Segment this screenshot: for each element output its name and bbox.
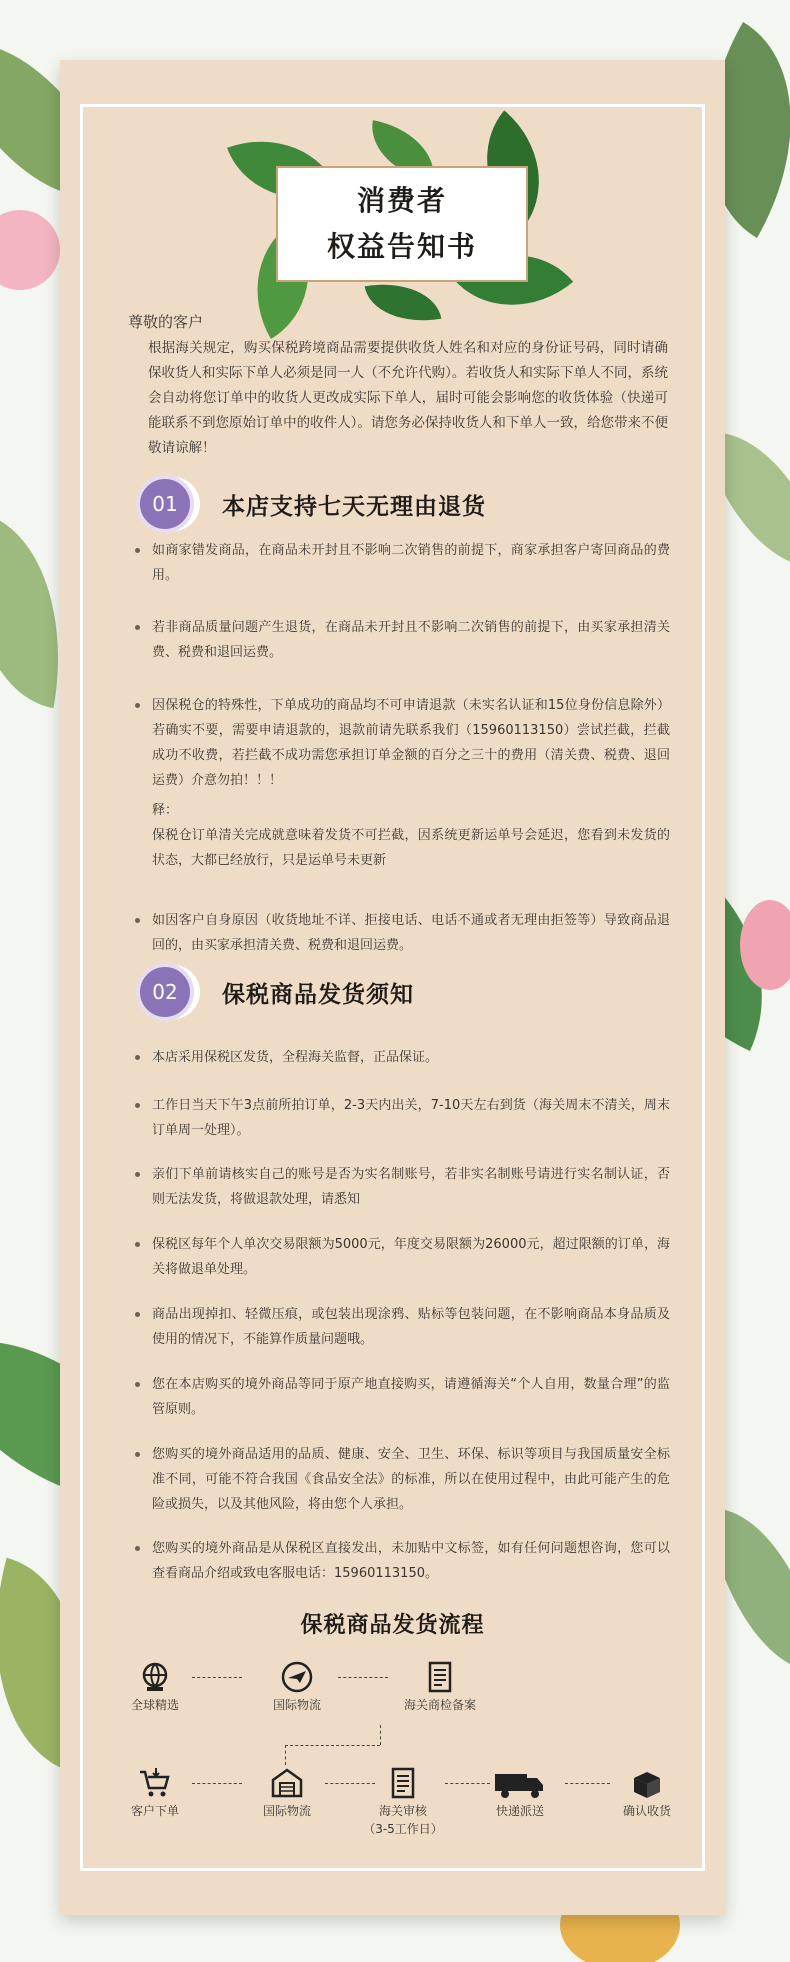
flow-title: 保税商品发货流程 <box>300 1613 485 1638</box>
truck-icon <box>493 1766 547 1800</box>
flow-connector <box>380 1725 381 1745</box>
package-icon <box>630 1766 664 1800</box>
list-item: 亲们下单前请核实自己的账号是否为实名制账号，若非实名制账号请进行实名制认证，否则无法发货，将做退款处理，请悉知 <box>130 1162 670 1212</box>
airplane-icon <box>280 1660 314 1694</box>
list-item: 若非商品质量问题产生退货，在商品未开封且不影响二次销售的前提下，由买家承担清关费、税费和退回运费。 <box>130 615 670 665</box>
flow-step-global-select <box>100 1660 210 1714</box>
flow-step-label: 国际物流 <box>272 1698 321 1712</box>
title-line-2: 权益告知书 <box>326 230 477 263</box>
flow-step-intl-logistics <box>242 1660 352 1714</box>
flow-step-confirm-receipt <box>592 1766 702 1820</box>
flow-step-customer-order <box>100 1766 210 1820</box>
section2-number: 02 <box>136 963 194 1021</box>
title-badge <box>238 130 562 320</box>
note-text: 保税仓订单清关完成就意味着发货不可拦截，因系统更新运单号会延迟，您看到未发货的状态，大都已经放行，只是运单号未更新 <box>152 828 670 868</box>
flower-decoration <box>0 210 60 290</box>
list-item: 因保税仓的特殊性，下单成功的商品均不可申请退款（未实名认证和15位身份信息除外）若确实不要，需要申请退款的，退款前请先联系我们（15960113150）尝试拦截，拦截成功不收费，若拦截不成功需您承担订单金额的百分之三十的费用（清关费、税费、退回运费）介意勿拍！！！ <box>130 693 670 793</box>
list-item: 您购买的境外商品适用的品质、健康、安全、卫生、环保、标识等项目与我国质量安全标准不同，可能不符合我国《食品安全法》的标准，所以在使用过程中，由此可能产生的危险或损失，以及其他风险，将由您个人承担。 <box>130 1442 670 1517</box>
section1-header <box>136 475 486 533</box>
flow-step-label: 海关审核 <box>378 1804 427 1818</box>
list-item: 保税区每年个人单次交易限额为5000元，年度交易限额为26000元，超过限额的订单，海关将做退单处理。 <box>130 1232 670 1282</box>
list-item: 您购买的境外商品是从保税区直接发出，未加贴中文标签，如有任何问题想咨询，您可以查看商品介绍或致电客服电话：15960113150。 <box>130 1536 670 1586</box>
flow-step-label: 客户下单 <box>130 1804 179 1818</box>
list-item: 工作日当天下午3点前所拍订单，2-3天内出关，7-10天左右到货（海关周末不清关，周末订单周一处理）。 <box>130 1093 670 1143</box>
flow-connector <box>285 1745 286 1765</box>
note-label: 释： <box>152 803 179 818</box>
flow-step-intl-logistics-2 <box>232 1766 342 1820</box>
intro-paragraph: 根据海关规定，购买保税跨境商品需要提供收货人姓名和对应的身份证号码，同时请确保收货人和实际下单人必须是同一人（不允许代购）。若收货人和实际下单人不同，系统会自动将您订单中的收货人更改成实际下单人，届时可能会影响您的收货体验（快递可能联系不到您原始订单中的收件人）。请您务必保持收货人和下单人一致，给您带来不便敬请谅解！ <box>148 340 668 456</box>
section1-number: 01 <box>136 475 194 533</box>
flow-connector <box>338 1677 388 1678</box>
notice-card <box>60 60 725 1915</box>
flow-step-label: 海关商检备案 <box>403 1698 476 1712</box>
page-title <box>276 166 528 282</box>
section1-title: 本店支持七天无理由退货 <box>222 493 486 520</box>
flow-step-sublabel: （3-5工作日） <box>363 1822 443 1836</box>
section2-title: 保税商品发货须知 <box>222 981 414 1008</box>
list-item: 如因客户自身原因（收货地址不详、拒接电话、电话不通或者无理由拒签等）导致商品退回的，由买家承担清关费、税费和退回运费。 <box>130 908 670 958</box>
warehouse-icon <box>270 1766 304 1800</box>
document-icon <box>423 1660 457 1694</box>
list-item: 如商家错发商品，在商品未开封且不影响二次销售的前提下，商家承担客户寄回商品的费用。 <box>130 538 670 588</box>
list-item: 本店采用保税区发货，全程海关监督，正品保证。 <box>130 1045 670 1070</box>
flow-step-customs-filing <box>385 1660 495 1714</box>
flow-step-customs-review <box>348 1766 458 1838</box>
list-item: 商品出现掉扣、轻微压痕，或包装出现涂鸦、贴标等包装问题，在不影响商品本身品质及使用的情况下，不能算作质量问题哦。 <box>130 1302 670 1352</box>
flow-step-label: 快递派送 <box>495 1804 544 1818</box>
section2-header <box>136 963 414 1021</box>
document-icon <box>386 1766 420 1800</box>
shopping-cart-icon <box>138 1766 172 1800</box>
list-item: 您在本店购买的境外商品等同于原产地直接购买，请遵循海关“个人自用，数量合理”的监管原则。 <box>130 1372 670 1422</box>
globe-cart-icon <box>138 1660 172 1694</box>
flow-connector <box>192 1677 242 1678</box>
greeting: 尊敬的客户 <box>128 313 204 331</box>
flow-step-express-delivery <box>465 1766 575 1820</box>
flow-step-label: 全球精选 <box>130 1698 179 1712</box>
flow-step-label: 国际物流 <box>262 1804 311 1818</box>
flow-connector <box>285 1745 380 1746</box>
flow-step-label: 确认收货 <box>622 1804 671 1818</box>
title-line-1: 消费者 <box>356 184 447 217</box>
